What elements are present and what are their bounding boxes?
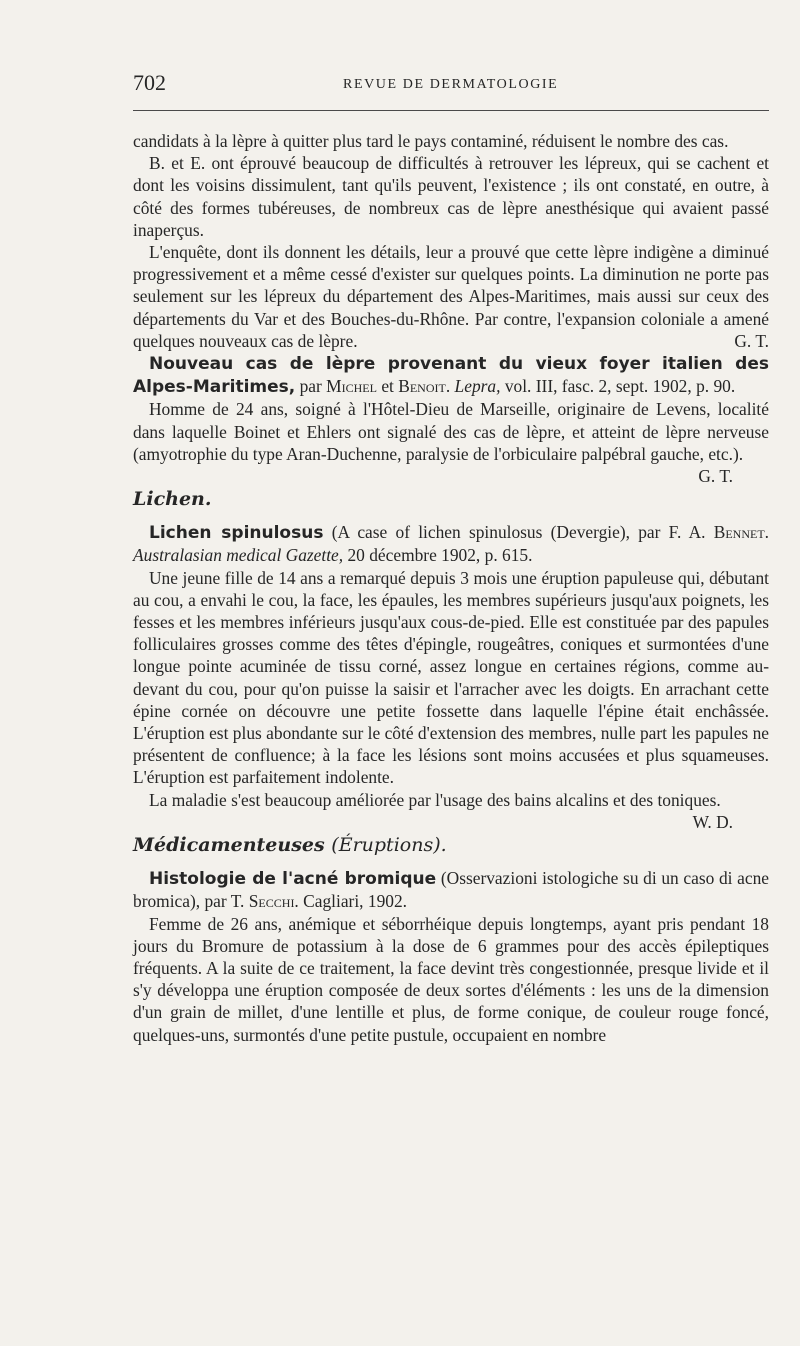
paragraph: Une jeune fille de 14 ans a remarqué depuis 3 mois une éruption papuleuse qui, débutant au cou, a envahi le cou, la face, les épaules, les membres supérieurs jusqu'aux poignets, les fesses et les membres inférieurs jusqu'aux cous-de-pied. Elle est constituée par des papules folliculaires grosses comme des têtes d'épingle, rougeâtres, coniques et surmontées d'une longue pointe acuminée de tissu corné, assez longue en certaines régions, comme au-devant du cou, pour qu'on puisse la saisir et l'arracher avec les doigts. En arrachant cette épine cornée on découvre une petite fossette dans laquelle l'épine était enchâssée. L'éruption est plus abondante sur le côté d'extension des membres, nulle part les papules ne présentent de confluence; à la face les lésions sont moins accusées et plus squameuses. L'éruption est parfaitement indolente. [133,567,769,788]
paragraph: Homme de 24 ans, soigné à l'Hôtel-Dieu de Marseille, originaire de Levens, localité dans laquelle Boinet et Ehlers ont signalé des cas de lèpre, et atteint de lèpre nerveuse (amyotrophie du type Aran-Duchenne, paralysie de l'orbiculaire palpébral gauche, etc.). G. T. [133,399,769,487]
paragraph: B. et E. ont éprouvé beaucoup de difficultés à retrouver les lépreux, qui se cachent et dont les voisins dissimulent, tant qu'ils peuvent, l'existence ; ils ont constaté, en outre, à côté des formes tubéreuses, de nombreux cas de lèpre anesthésique qui avaient passé inaperçus. [133,153,769,240]
article-title: Lichen spinulosus [149,523,324,544]
signature: G. T. [698,466,733,487]
article-text [133,130,769,1046]
paragraph: Femme de 26 ans, anémique et séborrhéique depuis longtemps, ayant pris pendant 18 jours du Bromure de potassium à la dose de 6 grammes pour des accès épileptiques fréquents. A la suite de ce traitement, la face devint très congestionnée, presque livide et il s'y développa une éruption composée de deux sortes d'éléments : les uns de la dimension d'un grain de millet, d'une lentille et plus, de forme conique, de couleur rouge foncé, quelques-uns, surmontés d'une petite pustule, occupaient en nombre [133,913,769,1045]
section-heading: Médicamenteuses (Éruptions). [133,834,447,857]
signature: G. T. [734,330,769,351]
article-heading: Lichen spinulosus (A case of lichen spinulosus (Devergie), par F. A. Bennet. Australasian medical Gazette, 20 décembre 1902, p. 615. [133,522,769,566]
article-title: Histologie de l'acné bromique [149,869,437,890]
journal-name: Lepra, [454,376,501,397]
journal-name: Australasian medical Gazette, [133,545,344,566]
page-header [133,70,770,100]
signature: W. D. [692,811,733,832]
running-head: REVUE DE DERMATOLOGIE [343,77,559,92]
paragraph: La maladie s'est beaucoup améliorée par l'usage des bains alcalins et des toniques. W. D. [149,789,733,832]
author-name: Benoit. [398,376,451,397]
article-heading: Nouveau cas de lèpre provenant du vieux foyer italien des Alpes-Maritimes, par Michel et Benoit. Lepra, vol. III, fasc. 2, sept. 1902, p. 90. [133,354,769,398]
author-name: Secchi. [248,891,299,912]
paragraph: L'enquête, dont ils donnent les détails, leur a prouvé que cette lèpre indigène a diminué progressivement et a même cessé d'exister sur quelques points. La diminution ne porte pas seulement sur les lépreux du département des Alpes-Maritimes, mais aussi sur ceux des départements du Var et des Bouches-du-Rhône. Par contre, l'expansion coloniale a amené quelques nouveaux cas de lèpre. G. T. [133,242,769,351]
article-title: Nouveau cas de lèpre provenant du vieux foyer italien des Alpes-Maritimes, [133,354,769,398]
section-heading: Lichen. [133,488,212,511]
page-number: 702 [133,70,166,95]
article-heading: Histologie de l'acné bromique (Osservazioni istologiche su di un caso di acne bromica), par T. Secchi. Cagliari, 1902. [133,868,769,912]
author-name: Michel [326,376,377,397]
author-name: F. A. Bennet. [668,522,769,543]
paragraph: candidats à la lèpre à quitter plus tard le pays contaminé, réduisent le nombre des cas. [133,131,729,151]
header-rule [133,110,769,111]
